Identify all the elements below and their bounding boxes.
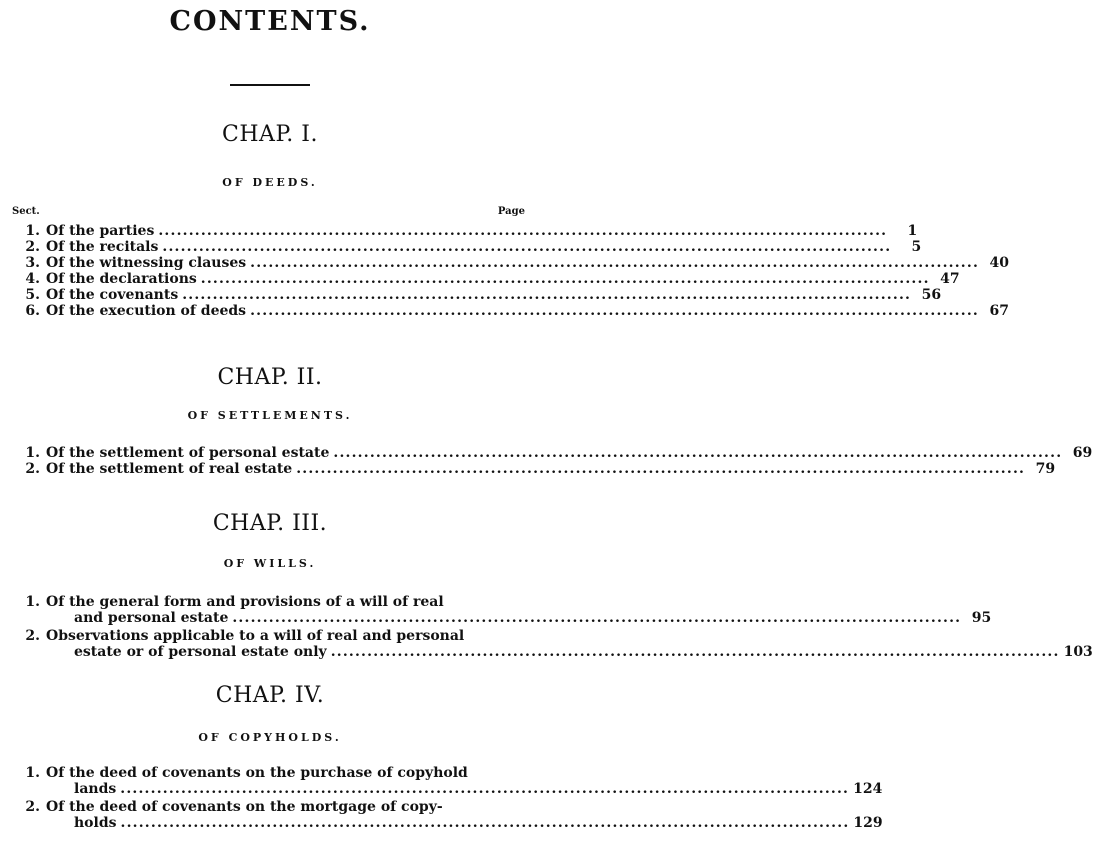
entry-title: Of the deed of covenants on the purchase of copyhold [46, 765, 468, 781]
entry-title: Of the parties [46, 223, 155, 239]
toc-entry [18, 255, 1010, 271]
entry-title: Of the declarations [46, 271, 197, 287]
entry-page: 69 [1072, 445, 1093, 461]
entry-title: Of the witnessing clauses [46, 255, 247, 271]
entry-number: 2. [25, 461, 40, 477]
entry-number: 6. [25, 303, 40, 319]
entry-title-continued: and personal estate [74, 610, 229, 626]
entry-number: 4. [25, 271, 40, 287]
chapter-2-heading: CHAP. II. [217, 365, 323, 390]
dot-leader: ........................................................................................................................ [120, 815, 850, 831]
entry-title: Observations applicable to a will of real and personal [46, 628, 465, 644]
entry-title: Of the general form and provisions of a will of real [46, 594, 444, 610]
chapter-3-subtitle: OF WILLS. [223, 557, 317, 570]
entry-title: Of the recitals [46, 239, 159, 255]
dot-leader: ........................................................................................................................ [182, 287, 912, 303]
entry-page: 1 [907, 223, 918, 239]
toc-entry [18, 594, 992, 626]
entry-page: 67 [989, 303, 1009, 319]
entry-page: 47 [940, 271, 960, 287]
entry-page: 5 [911, 239, 922, 255]
page-title: CONTENTS. [169, 6, 371, 37]
page-column-header: Page [497, 206, 525, 217]
entry-number: 1. [25, 594, 40, 610]
toc-entry [18, 799, 883, 831]
entry-number: 2. [25, 799, 40, 815]
entry-page: 40 [989, 255, 1010, 271]
entry-title: Of the execution of deeds [46, 303, 247, 319]
entry-page: 79 [1035, 461, 1056, 477]
entry-page: 103 [1063, 644, 1093, 660]
toc-entry [18, 303, 1009, 319]
entry-title-continued: lands [74, 781, 117, 797]
entry-page: 95 [971, 610, 992, 626]
entry-page: 124 [853, 781, 883, 797]
entry-title: Of the settlement of real estate [46, 461, 293, 477]
title-rule [230, 84, 310, 86]
toc-entry [18, 223, 918, 239]
entry-title-continued: holds [74, 815, 117, 831]
toc-entry [18, 239, 922, 255]
entry-page: 129 [853, 815, 883, 831]
dot-leader: ........................................................................................................................ [158, 223, 888, 239]
entry-title: Of the deed of covenants on the mortgage of copy- [46, 799, 443, 815]
entry-number: 5. [25, 287, 40, 303]
toc-entry [18, 271, 960, 287]
entry-number: 1. [25, 223, 40, 239]
dot-leader: ........................................................................................................................ [120, 781, 850, 797]
dot-leader: ........................................................................................................................ [232, 610, 962, 626]
chapter-3-heading: CHAP. III. [212, 511, 328, 536]
chapter-1-heading: CHAP. I. [222, 122, 318, 147]
chapter-4-subtitle: OF COPYHOLDS. [198, 731, 342, 744]
entry-title: Of the settlement of personal estate [46, 445, 330, 461]
sect-column-header: Sect. [12, 206, 40, 217]
dot-leader: ........................................................................................................................ [200, 271, 930, 287]
toc-entry [18, 628, 1093, 660]
entry-number: 2. [25, 628, 40, 644]
toc-entry [18, 461, 1056, 477]
toc-entry [18, 765, 883, 797]
dot-leader: ........................................................................................................................ [162, 239, 892, 255]
entry-number: 1. [25, 765, 40, 781]
chapter-1-subtitle: OF DEEDS. [222, 176, 318, 189]
entry-title-continued: estate or of personal estate only [74, 644, 327, 660]
toc-entry [18, 287, 942, 303]
dot-leader: ........................................................................................................................ [250, 255, 980, 271]
entry-title: Of the covenants [46, 287, 179, 303]
entry-number: 3. [25, 255, 40, 271]
dot-leader: ........................................................................................................................ [296, 461, 1026, 477]
entry-page: 56 [921, 287, 942, 303]
entry-number: 1. [25, 445, 40, 461]
dot-leader: ........................................................................................................................ [330, 644, 1060, 660]
dot-leader: ........................................................................................................................ [333, 445, 1063, 461]
dot-leader: ........................................................................................................................ [250, 303, 979, 319]
chapter-4-heading: CHAP. IV. [215, 683, 325, 708]
entry-number: 2. [25, 239, 40, 255]
toc-entry [18, 445, 1093, 461]
chapter-2-subtitle: OF SETTLEMENTS. [187, 409, 353, 422]
